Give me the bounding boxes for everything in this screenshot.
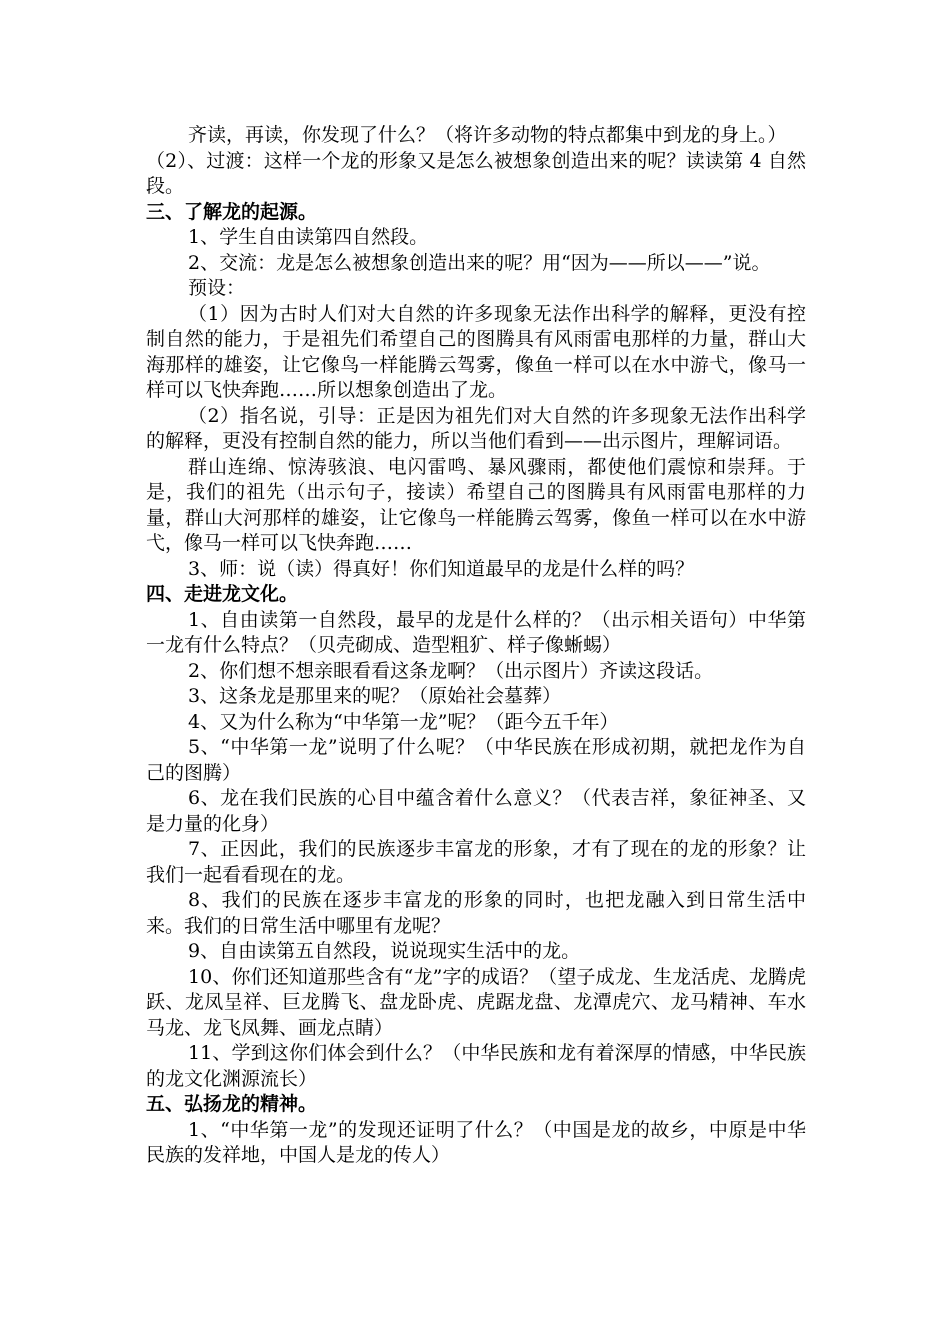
paragraph: 11、学到这你们体会到什么？（中华民族和龙有着深厚的情感，中华民族的龙文化渊源流长） xyxy=(146,1042,806,1090)
paragraph: 3、师：说（读）得真好！你们知道最早的龙是什么样的吗？ xyxy=(188,557,695,580)
section-heading: 五、弘扬龙的精神。 xyxy=(146,1093,318,1115)
paragraph: 5、“中华第一龙”说明了什么呢？（中华民族在形成初期，就把龙作为自己的图腾） xyxy=(146,736,806,784)
paragraph: 4、又为什么称为“中华第一龙”呢？（距今五千年） xyxy=(188,710,619,733)
paragraph: 9、自由读第五自然段，说说现实生活中的龙。 xyxy=(188,940,581,962)
paragraph: （2）指名说，引导：正是因为祖先们对大自然的许多现象无法作出科学的解释，更没有控制自然的能力，所以当他们看到——出示图片，理解词语。 xyxy=(146,404,806,452)
paragraph: 3、这条龙是那里来的呢？（原始社会墓葬） xyxy=(188,685,562,707)
paragraph: 1、学生自由读第四自然段。 xyxy=(188,226,429,248)
paragraph: 10、你们还知道那些含有“龙”字的成语？（望子成龙、生龙活虎、龙腾虎跃、龙凤呈祥、巨龙腾飞、盘龙卧虎、虎踞龙盘、龙潭虎穴、龙马精神、车水马龙、龙飞凤舞、画龙点睛） xyxy=(146,965,806,1039)
section-heading: 四、走进龙文化。 xyxy=(146,583,299,605)
paragraph: 2、交流：龙是怎么被想象创造出来的呢？用“因为——所以——”说。 xyxy=(188,251,771,274)
document-body xyxy=(146,123,806,1169)
paragraph: （1）因为古时人们对大自然的许多现象无法作出科学的解释，更没有控制自然的能力，于是祖先们希望自己的图腾具有风雨雷电那样的力量，群山大海那样的雄姿，让它像鸟一样能腾云驾雾，像鱼一样可以在水中游弋，像马一样可以飞快奔跑……所以想象创造出了龙。 xyxy=(146,302,806,401)
paragraph: 2、你们想不想亲眼看看这条龙啊？（出示图片）齐读这段话。 xyxy=(188,659,714,682)
paragraph: 预设： xyxy=(188,277,246,299)
section-heading: 三、了解龙的起源。 xyxy=(146,200,318,223)
paragraph: 1、“中华第一龙”的发现还证明了什么？（中国是龙的故乡，中原是中华民族的发祥地，中国人是龙的传人） xyxy=(146,1118,806,1166)
paragraph: （2）、过渡：这样一个龙的形象又是怎么被想象创造出来的呢？读读第 4 自然段。 xyxy=(146,149,806,197)
paragraph: 6、龙在我们民族的心目中蕴含着什么意义？（代表吉祥，象征神圣、又是力量的化身） xyxy=(146,787,806,835)
paragraph: 1、自由读第一自然段，最早的龙是什么样的？（出示相关语句）中华第一龙有什么特点？（贝壳砌成、造型粗犷、样子像蜥蜴） xyxy=(146,608,806,656)
paragraph: 群山连绵、惊涛骇浪、电闪雷鸣、暴风骤雨，都使他们震惊和崇拜。于是，我们的祖先（出示句子，接读）希望自己的图腾具有风雨雷电那样的力量，群山大河那样的雄姿，让它像鸟一样能腾云驾雾，像鱼一样可以在水中游弋，像马一样可以飞快奔跑…… xyxy=(146,455,806,554)
paragraph: 7、正因此，我们的民族逐步丰富龙的形象，才有了现在的龙的形象？让我们一起看看现在的龙。 xyxy=(146,838,806,886)
paragraph: 齐读，再读，你发现了什么？（将许多动物的特点都集中到龙的身上。） xyxy=(188,124,787,146)
paragraph: 8、我们的民族在逐步丰富龙的形象的同时，也把龙融入到日常生活中来。我们的日常生活中哪里有龙呢？ xyxy=(146,889,806,937)
